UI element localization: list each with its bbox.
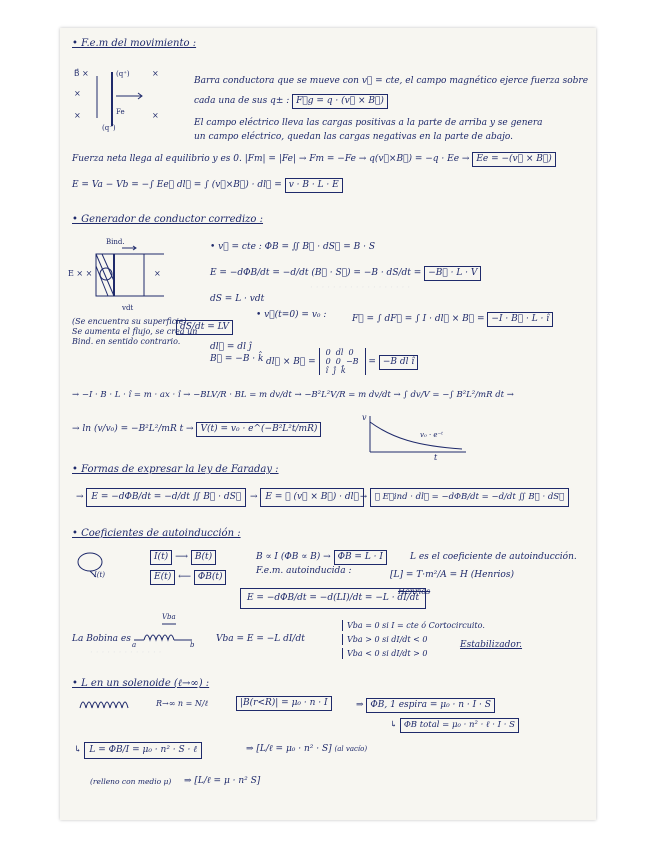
self-emf-label: F.e.m. autoinducida :	[256, 566, 352, 576]
graph-curve-label: v₀ · e⁻ᵗ	[420, 431, 443, 439]
generator-figure	[66, 236, 186, 314]
generator-emf-line	[210, 266, 481, 281]
cross-product-line: dl⃗ × B⃗ = 0 dl 0 0 0 −B î ĵ k̂ = −B dl î	[266, 348, 418, 375]
solenoid-parameters: R→∞ n = N/ℓ	[156, 699, 208, 708]
fem-text-3: El campo eléctrico lleva las cargas positivas a la parte de arriba y se genera	[194, 118, 543, 128]
solenoid-field-box: |B(r<R)| = μ₀ · n · I	[236, 696, 332, 711]
chain-box-emf: E(t)	[150, 570, 175, 585]
faraday-form-3-box: ∮ E⃗ind · dl⃗ = −dΦB/dt = −d/dt ∬ B⃗ · dS⃗	[370, 488, 569, 507]
section-heading-solenoid: • L en un solenoide (ℓ→∞) :	[72, 678, 210, 689]
faraday-form-1: → E = −dΦB/dt = −d/dt ∬ B⃗ · dS⃗	[76, 488, 246, 507]
proportionality-text: B ∝ I (ΦB ∝ B) →	[256, 552, 331, 562]
current-loop-figure	[74, 550, 114, 580]
dsdt-value: dS/dt = LV	[176, 320, 233, 335]
chain-box-field: B(t)	[191, 550, 216, 565]
graph-t-axis-label: t	[434, 453, 438, 462]
faraday-form-3: → ∮ E⃗ind · dl⃗ = −dΦB/dt = −d/dt ∬ B⃗ · dS⃗	[360, 488, 569, 507]
terminal-a: a	[132, 641, 137, 649]
causal-chain-row-1: I(t) ⟶ B(t)	[150, 550, 216, 565]
notebook-page	[60, 28, 596, 820]
vacuum-note: (al vacío)	[334, 745, 368, 753]
svg-text:Bind.: Bind.	[106, 238, 125, 246]
determinant-matrix: 0 dl 0 0 0 −B î ĵ k̂	[319, 348, 366, 375]
note-line-2: Se aumenta el flujo, se crea un	[72, 327, 198, 336]
svg-text:vdt: vdt	[122, 304, 134, 312]
solenoid-figure	[78, 694, 148, 714]
bleed-through-text: · · · · · · · · · · · · ·	[90, 648, 162, 658]
flux-one-turn: ⇒ ΦB, 1 espira = μ₀ · n · I · S	[356, 698, 495, 713]
section-heading-fem: • F.e.m del movimiento :	[72, 38, 197, 49]
fem-text-2	[194, 94, 388, 109]
current-label: I(t)	[94, 571, 106, 579]
solenoid-field	[236, 696, 332, 711]
note-line-3: Bind. en sentido contrario.	[72, 337, 181, 346]
flux-total: ↳ ΦB total = μ₀ · n² · ℓ · I · S	[390, 718, 519, 733]
generator-emf-text: E = −dΦB/dt = −d/dt (B⃗ · S⃗) = −B · dS/dt =	[210, 268, 422, 278]
svg-text:B⃗ ×: B⃗ ×	[74, 69, 89, 78]
lorentz-force-box: F⃗g = q · (v⃗ × B⃗)	[292, 94, 388, 109]
moving-bar-figure	[72, 66, 172, 132]
faraday-form-1-box: E = −dΦB/dt = −d/dt ∬ B⃗ · dS⃗	[86, 488, 246, 507]
coil-figure	[132, 613, 202, 650]
newton-line: → −I · B · L · î = m · ax · î → −BLV/R · BL = m dv/dt → −B²L²V/R = m dv/dt → ∫ dv/V = −∫ B²L²/mR dt →	[72, 390, 514, 400]
solenoid-inductance: ↳ L = ΦB/I = μ₀ · n² · S · ℓ	[74, 742, 202, 759]
cross-product-text: dl⃗ × B⃗ =	[266, 357, 316, 367]
emf-integral-text: E = Va − Vb = −∫ Ee⃗ dl⃗ = ∫ (v⃗×B⃗) · dl⃗ =	[72, 180, 282, 190]
graph-v-axis-label: v	[362, 413, 367, 422]
force-text: F⃗ = ∫ dF⃗ = ∫ I · dl⃗ × B⃗ =	[352, 314, 485, 324]
inductance-medium-text: [L/ℓ = μ · n² S]	[194, 776, 261, 786]
inductance-per-length: ⇒ [L/ℓ = μ₀ · n² · S] (al vacío)	[246, 744, 368, 754]
inductance-medium: ⇒ [L/ℓ = μ · n² S]	[184, 776, 261, 786]
svg-text:×: ×	[152, 111, 159, 120]
svg-text:×: ×	[74, 111, 81, 120]
b-vector: B⃗ = −B · k̂	[210, 354, 264, 364]
bleed-through-text: · · · · · · · · · · · · · · · · · ·	[310, 283, 411, 293]
velocity-decay-graph	[362, 412, 472, 464]
svg-text:(q⁺): (q⁺)	[116, 70, 130, 78]
vba-case-1: Vba = 0 si I = cte ó Cortocircuito.	[342, 620, 485, 631]
coil-label: La Bobina es	[72, 634, 131, 644]
force-box: −I · B⃗ · L · î	[487, 312, 553, 327]
vcte-line: • v⃗ = cte : ΦB = ∬ B⃗ · dS⃗ = B · S	[210, 242, 375, 252]
causal-chain-row-2: E(t) ⟵ ΦB(t)	[150, 570, 226, 585]
inductance-per-length-text: [L/ℓ = μ₀ · n² · S]	[256, 744, 332, 754]
v-t0-label: • v⃗(t=0) = v₀ :	[256, 310, 327, 320]
fem-text-1: Barra conductora que se mueve con v⃗ = cte, el campo magnético ejerce fuerza sobre	[194, 76, 589, 86]
ln-text: → ln (v/v₀) = −B²L²/mR t →	[72, 424, 194, 434]
faraday-form-2-box: E = ∮ (v⃗ × B⃗) · dl⃗	[260, 488, 364, 507]
emf-result-box: v · B · L · E	[285, 178, 343, 193]
chain-box-flux: ΦB(t)	[194, 570, 227, 585]
scribbled-word: Henrios	[398, 587, 431, 596]
self-emf-box: E = −dΦB/dt = −d(LI)/dt = −L · dI/dt	[240, 588, 426, 609]
section-heading-autoinduction: • Coeficientes de autoinducción :	[72, 528, 241, 539]
vba-case-3: Vba < 0 si dI/dt > 0	[342, 648, 428, 659]
emf-integral-line	[72, 178, 343, 193]
terminal-b: b	[190, 641, 195, 649]
flux-one-turn-box: ΦB, 1 espira = μ₀ · n · I · S	[366, 698, 495, 713]
svg-text:×: ×	[74, 89, 81, 98]
section-heading-generator: • Generador de conductor corredizo :	[72, 214, 264, 225]
dsdt-box	[176, 320, 233, 335]
equilibrium-line	[72, 152, 556, 167]
flux-total-box: ΦB total = μ₀ · n² · ℓ · I · S	[400, 718, 519, 733]
ds-line: dS = L · vdt	[210, 294, 265, 304]
electric-field-box: Ee = −(v⃗ × B⃗)	[472, 152, 556, 167]
svg-text:E × ×: E × ×	[68, 269, 93, 278]
velocity-box: V(t) = v₀ · e^(−B²L²t/mR)	[196, 422, 321, 437]
vba-case-2: Vba > 0 si dI/dt < 0	[342, 634, 428, 645]
section-heading-faraday: • Formas de expresar la ley de Faraday :	[72, 464, 279, 475]
equilibrium-text: Fuerza neta llega al equilibrio y es 0. |Fm| = |Fe| → Fm = −Fe → q(v⃗×B⃗) = −q · Ee →	[72, 154, 470, 164]
proportionality-line	[256, 550, 387, 565]
filled-medium-note: (relleno con medio μ)	[90, 777, 172, 786]
svg-text:(q⁻): (q⁻)	[102, 124, 116, 132]
vba-equation: Vba = E = −L dI/dt	[216, 634, 305, 644]
dl-vector: dl⃗ = dl ĵ	[210, 342, 252, 352]
faraday-form-2: → E = ∮ (v⃗ × B⃗) · dl⃗	[250, 488, 364, 507]
solenoid-inductance-box: L = ΦB/I = μ₀ · n² · S · ℓ	[84, 742, 202, 759]
generator-emf-box: −B⃗ · L · V	[424, 266, 481, 281]
stabilizer-label: Estabilizador.	[460, 640, 523, 650]
cross-product-box: −B dl î	[379, 355, 418, 370]
inductance-coefficient-text: L es el coeficiente de autoinducción.	[410, 552, 577, 562]
svg-text:Fe: Fe	[116, 108, 125, 116]
inductance-definition-box: ΦB = L · I	[334, 550, 387, 565]
svg-text:×: ×	[152, 69, 159, 78]
ln-line	[72, 422, 321, 437]
fem-text-4: un campo eléctrico, quedan las cargas negativas en la parte de abajo.	[194, 132, 514, 142]
chain-box-current: I(t)	[150, 550, 172, 565]
force-line	[352, 312, 553, 327]
self-emf-equation	[240, 588, 426, 609]
note-line-1: (Se encuentra su superficie).	[72, 317, 190, 326]
units-line: [L] = T·m²/A = H (Henrios)	[390, 570, 514, 580]
svg-text:×: ×	[154, 269, 161, 278]
fem-text-2-label: cada una de sus q± :	[194, 96, 290, 106]
vba-arrow-label: Vba	[162, 613, 176, 621]
